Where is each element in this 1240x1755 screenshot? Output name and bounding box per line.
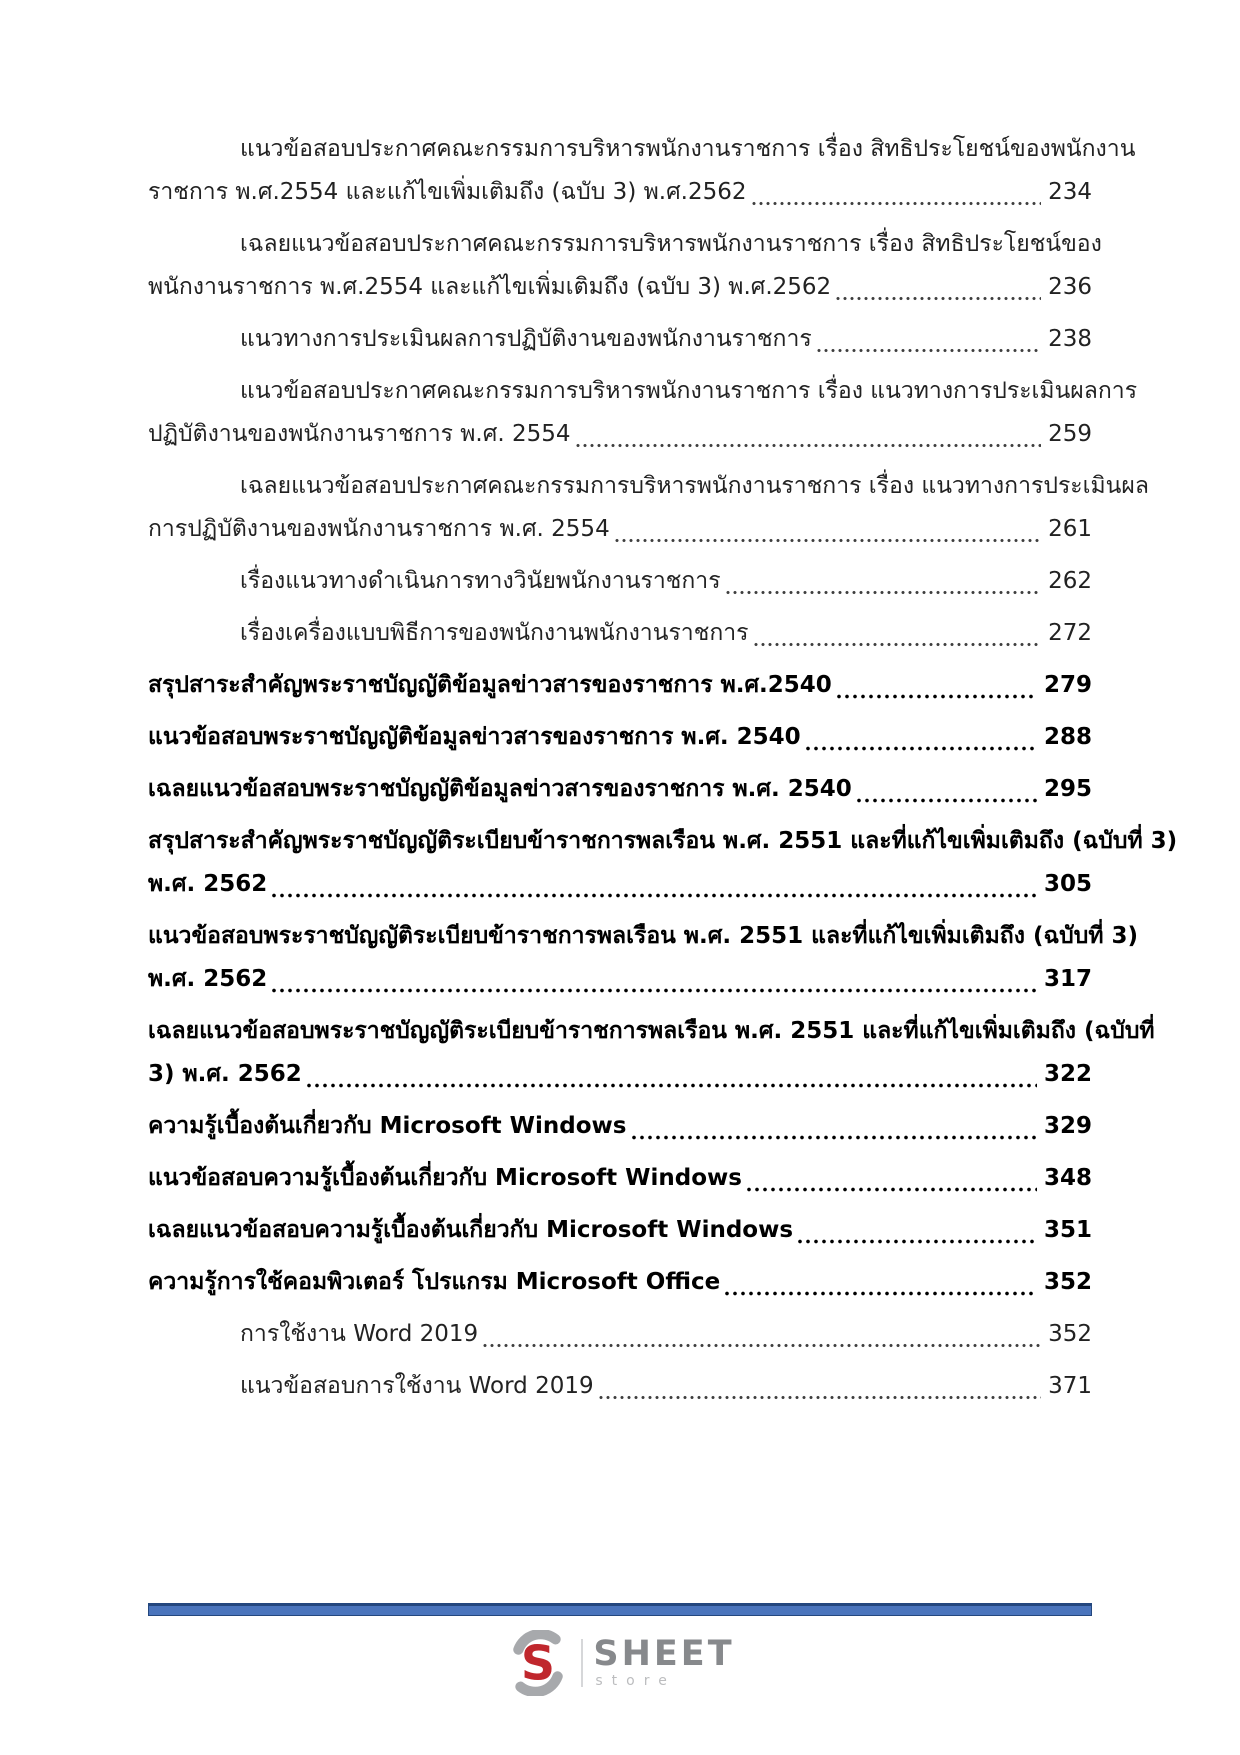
toc-entry-line: [148, 223, 1102, 266]
toc-entry-text: ความรู้การใช้คอมพิวเตอร์ โปรแกรม Microsoft Office: [148, 1269, 721, 1295]
page-footer: [148, 1603, 1092, 1696]
toc-entry-text: แนวข้อสอบความรู้เบื้องต้นเกี่ยวกับ Microsoft Windows: [148, 1165, 742, 1191]
dotted-leader: [747, 1187, 1037, 1192]
toc-entry-line: [148, 915, 1138, 958]
toc-entry-line: [148, 1105, 1092, 1148]
toc-entry-text: ความรู้เบื้องต้นเกี่ยวกับ Microsoft Windows: [148, 1113, 627, 1139]
toc-entry-line: [148, 508, 1092, 551]
toc-page-number: 348: [1043, 1165, 1092, 1191]
toc-entry-text: การปฏิบัติงานของพนักงานราชการ พ.ศ. 2554: [148, 516, 610, 542]
toc-page-number: 305: [1043, 871, 1092, 897]
toc-entry: [148, 716, 1092, 759]
toc-entry-line: [148, 266, 1092, 309]
dotted-leader: [599, 1395, 1041, 1400]
toc-entry-line: [148, 465, 1149, 508]
toc-entry-text: เฉลยแนวข้อสอบความรู้เบื้องต้นเกี่ยวกับ Microsoft Windows: [148, 1217, 794, 1243]
toc-entry-line: [148, 171, 1092, 214]
toc-page-number: 351: [1043, 1217, 1092, 1243]
toc-entry: [148, 128, 1136, 214]
toc-page-number: 238: [1048, 326, 1092, 352]
toc-entry: [148, 465, 1149, 551]
toc-entry-line: [148, 370, 1138, 413]
toc-page-number: 352: [1043, 1269, 1092, 1295]
toc-entry-text: พ.ศ. 2562: [148, 966, 268, 992]
toc-entry-text: แนวข้อสอบการใช้งาน Word 2019: [240, 1373, 594, 1399]
toc-entry-text: สรุปสาระสำคัญพระราชบัญญัติข้อมูลข่าวสารของราชการ พ.ศ.2540: [148, 672, 832, 698]
dotted-leader: [272, 893, 1037, 898]
toc-page-number: 352: [1048, 1321, 1092, 1347]
dotted-leader: [836, 296, 1041, 301]
toc-entry-line: [148, 1313, 1092, 1356]
toc-entry-line: [148, 1261, 1092, 1304]
toc-page-number: 272: [1048, 620, 1092, 646]
dotted-leader: [576, 443, 1042, 448]
toc-entry-text: ราชการ พ.ศ.2554 และแก้ไขเพิ่มเติมถึง (ฉบับ 3) พ.ศ.2562: [148, 179, 747, 205]
toc-entry: [148, 915, 1138, 1001]
dotted-leader: [857, 798, 1037, 803]
toc-entry: [148, 1010, 1155, 1096]
toc-entry: [148, 664, 1092, 707]
toc-entry-text: แนวข้อสอบพระราชบัญญัติข้อมูลข่าวสารของราชการ พ.ศ. 2540: [148, 724, 801, 750]
toc-entry-text: แนวข้อสอบประกาศคณะกรรมการบริหารพนักงานราชการ เรื่อง แนวทางการประเมินผลการ: [240, 378, 1138, 404]
brand-subtitle: store: [595, 1673, 676, 1689]
toc-entry-line: [148, 1010, 1155, 1053]
dotted-leader: [752, 201, 1042, 206]
toc-entry-text: พนักงานราชการ พ.ศ.2554 และแก้ไขเพิ่มเติมถึง (ฉบับ 3) พ.ศ.2562: [148, 274, 832, 300]
dotted-leader: [817, 348, 1041, 353]
toc-page-number: 279: [1043, 672, 1092, 698]
dotted-leader: [632, 1135, 1037, 1140]
toc-entry-line: [148, 1209, 1092, 1252]
toc-entry-text: แนวข้อสอบพระราชบัญญัติระเบียบข้าราชการพลเรือน พ.ศ. 2551 และที่แก้ไขเพิ่มเติมถึง (ฉบับที่ 3): [148, 923, 1138, 949]
dotted-leader: [726, 590, 1042, 595]
toc-page-number: 322: [1043, 1061, 1092, 1087]
toc-entry-line: [148, 1365, 1092, 1408]
footer-divider-bar: [148, 1603, 1092, 1616]
toc-entry-line: [148, 413, 1092, 456]
toc-entry-text: การใช้งาน Word 2019: [240, 1321, 479, 1347]
toc-entry-line: [148, 958, 1092, 1001]
toc-entry-line: [148, 128, 1136, 171]
dotted-leader: [615, 538, 1041, 543]
dotted-leader: [307, 1083, 1037, 1088]
toc-entry-text: เรื่องแนวทางดำเนินการทางวินัยพนักงานราชการ: [240, 568, 721, 594]
dotted-leader: [806, 746, 1037, 751]
toc-entry-line: [148, 318, 1092, 361]
sheet-store-s-icon: [505, 1630, 571, 1696]
toc-entry-line: [148, 716, 1092, 759]
toc-entry-text: เฉลยแนวข้อสอบประกาศคณะกรรมการบริหารพนักงานราชการ เรื่อง สิทธิประโยชน์ของ: [240, 231, 1102, 257]
logo-letter: S: [521, 1636, 556, 1692]
toc-entry-text: พ.ศ. 2562: [148, 871, 268, 897]
toc-entry-text: เรื่องเครื่องแบบพิธีการของพนักงานพนักงานราชการ: [240, 620, 749, 646]
toc-entry: [148, 768, 1092, 811]
toc-entry-line: [148, 1053, 1092, 1096]
toc-entry-line: [148, 664, 1092, 707]
toc-entry-text: เฉลยแนวข้อสอบประกาศคณะกรรมการบริหารพนักงานราชการ เรื่อง แนวทางการประเมินผล: [240, 473, 1149, 499]
toc-page-number: 236: [1048, 274, 1092, 300]
toc-entry-line: [148, 612, 1092, 655]
brand-name: SHEET: [593, 1634, 735, 1674]
toc-entry: [148, 1313, 1092, 1356]
toc-entry-text: สรุปสาระสำคัญพระราชบัญญัติระเบียบข้าราชการพลเรือน พ.ศ. 2551 และที่แก้ไขเพิ่มเติมถึง (ฉบับที่ 3): [148, 828, 1178, 854]
dotted-leader: [754, 642, 1042, 647]
toc-entry: [148, 370, 1138, 456]
toc-entry: [148, 1209, 1092, 1252]
toc-entry-text: 3) พ.ศ. 2562: [148, 1061, 302, 1087]
toc-page-number: 288: [1043, 724, 1092, 750]
dotted-leader: [725, 1291, 1037, 1296]
dotted-leader: [798, 1239, 1037, 1244]
toc-entry-line: [148, 1157, 1092, 1200]
toc-entry-text: แนวข้อสอบประกาศคณะกรรมการบริหารพนักงานราชการ เรื่อง สิทธิประโยชน์ของพนักงาน: [240, 136, 1136, 162]
toc-entry: [148, 560, 1092, 603]
toc-entry-line: [148, 768, 1092, 811]
dotted-leader: [272, 988, 1037, 993]
toc-page-number: 371: [1048, 1373, 1092, 1399]
toc-entry-text: แนวทางการประเมินผลการปฏิบัติงานของพนักงานราชการ: [240, 326, 812, 352]
toc-page-number: 234: [1048, 179, 1092, 205]
toc-page-number: 317: [1043, 966, 1092, 992]
toc-entry: [148, 1105, 1092, 1148]
dotted-leader: [837, 694, 1037, 699]
toc-entry: [148, 1157, 1092, 1200]
table-of-contents: [148, 128, 1178, 1417]
toc-entry: [148, 223, 1102, 309]
toc-page-number: 261: [1048, 516, 1092, 542]
toc-entry-line: [148, 820, 1178, 863]
toc-entry: [148, 1261, 1092, 1304]
toc-entry-line: [148, 863, 1092, 906]
dotted-leader: [483, 1343, 1041, 1348]
sheet-store-logo: [148, 1630, 1092, 1696]
toc-entry-text: เฉลยแนวข้อสอบพระราชบัญญัติระเบียบข้าราชการพลเรือน พ.ศ. 2551 และที่แก้ไขเพิ่มเติมถึง (ฉบับที่: [148, 1018, 1155, 1044]
toc-entry: [148, 612, 1092, 655]
toc-page-number: 295: [1043, 776, 1092, 802]
logo-divider: [581, 1639, 583, 1687]
toc-entry: [148, 820, 1178, 906]
toc-page-number: 262: [1048, 568, 1092, 594]
toc-page-number: 259: [1048, 421, 1092, 447]
toc-page-number: 329: [1043, 1113, 1092, 1139]
toc-entry: [148, 1365, 1092, 1408]
toc-entry-text: ปฏิบัติงานของพนักงานราชการ พ.ศ. 2554: [148, 421, 571, 447]
toc-entry-text: เฉลยแนวข้อสอบพระราชบัญญัติข้อมูลข่าวสารของราชการ พ.ศ. 2540: [148, 776, 852, 802]
toc-entry-line: [148, 560, 1092, 603]
toc-entry: [148, 318, 1092, 361]
